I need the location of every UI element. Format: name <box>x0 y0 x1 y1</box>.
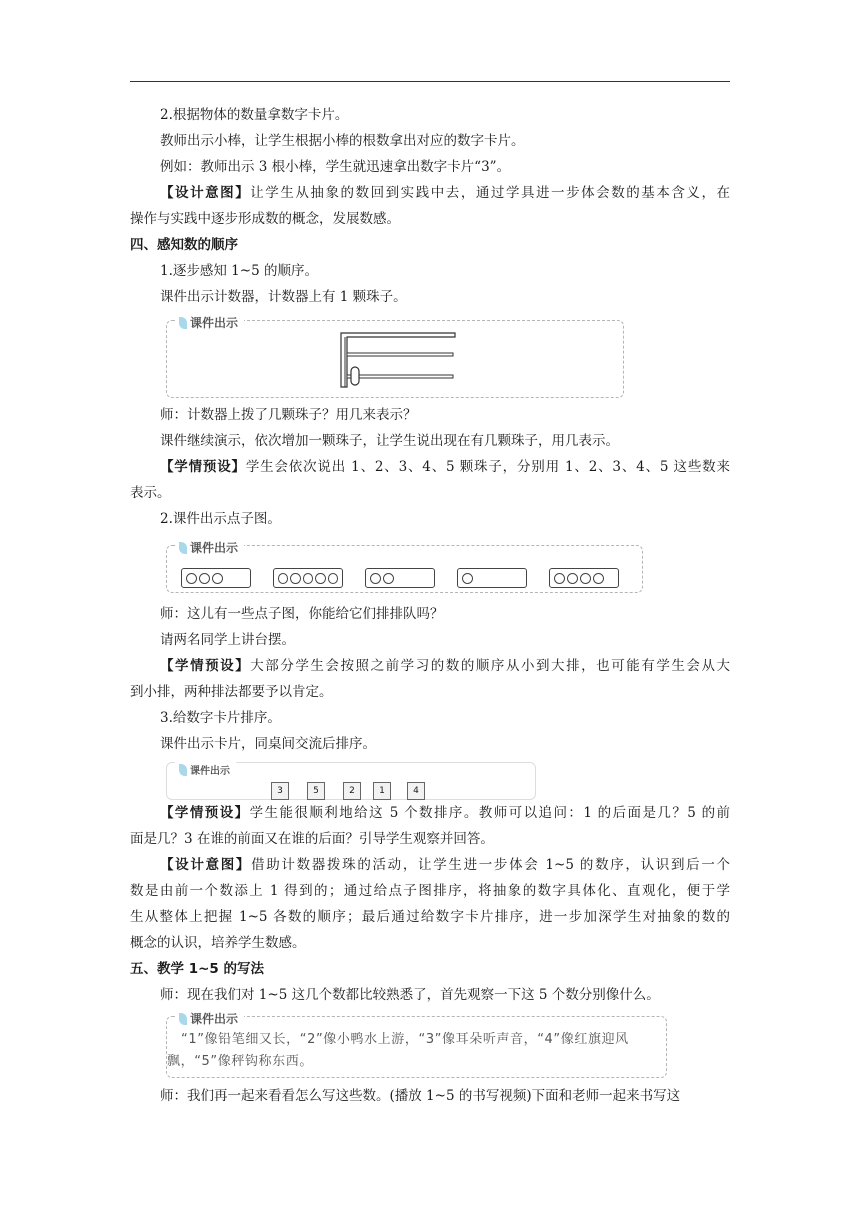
dot <box>370 573 381 584</box>
text-line: 数是由前一个数添上 1 得到的；通过给点子图排序，将抽象的数字具体化、直观化，便于学 <box>130 883 730 899</box>
abacus-figure <box>337 331 457 391</box>
text-line: 2.课件出示点子图。 <box>160 511 281 527</box>
dot <box>186 573 197 584</box>
text-line: 师：现在我们对 1~5 这几个数都比较熟悉了，首先观察一下这 5 个数分别像什么。 <box>160 987 660 1003</box>
text-line: 3.给数字卡片排序。 <box>160 710 281 726</box>
design-intent-tag: 【设计意图】 <box>160 857 252 873</box>
dot <box>315 573 325 584</box>
dot <box>554 573 565 584</box>
dot <box>593 573 604 584</box>
courseware-box-abacus <box>166 316 624 398</box>
text-line: 课件继续演示，依次增加一颗珠子，让学生说出现在有几颗珠子，用几表示。 <box>160 433 619 449</box>
poem-line: 飘，“5”像秤钩称东西。 <box>167 1054 313 1069</box>
section-heading-5: 五、教学 1~5 的写法 <box>130 961 264 977</box>
learning-preset-paragraph <box>160 804 730 822</box>
header-rule <box>130 81 730 82</box>
dot <box>199 573 210 584</box>
courseware-label: 课件出示 <box>175 761 236 778</box>
text-line: 2.根据物体的数量拿数字卡片。 <box>160 107 349 123</box>
dot-group <box>457 568 527 588</box>
text-line: 例如：教师出示 3 根小棒，学生就迅速拿出数字卡片“3”。 <box>160 159 511 175</box>
dot <box>567 573 578 584</box>
design-intent-tag: 【设计意图】 <box>160 185 251 201</box>
text-line: 到小排，两种排法都要予以肯定。 <box>130 684 333 700</box>
text-line: 操作与实践中逐步形成数的概念，发展数感。 <box>130 211 400 227</box>
poem-line: “1”像铅笔细又长，“2”像小鸭水上游，“3”像耳朵听声音，“4”像红旗迎风 <box>181 1032 629 1047</box>
text-line: 师：计数器上拨了几颗珠子？用几来表示？ <box>160 407 417 423</box>
learning-preset-paragraph <box>160 458 730 476</box>
dot-group <box>181 568 251 588</box>
text-line: 课件出示计数器，计数器上有 1 颗珠子。 <box>160 289 407 305</box>
text-span: 学生能很顺利地给这 5 个数排序。教师可以追问：1 的后面是几？5 的前 <box>249 805 731 821</box>
text-span: 学生会依次说出 1、2、3、4、5 颗珠子，分别用 1、2、3、4、5 这些数来 <box>245 459 730 475</box>
courseware-label: 课件出示 <box>175 1009 244 1028</box>
text-span: 大部分学生会按照之前学习的数的顺序从小到大排，也可能有学生会从大 <box>250 658 731 674</box>
text-line: 面是几？3 在谁的前面又在谁的后面？引导学生观察并回答。 <box>130 831 494 847</box>
abacus-bead <box>351 367 359 385</box>
courseware-box-poem <box>166 1012 667 1078</box>
text-line: 表示。 <box>130 485 171 501</box>
section-heading-4: 四、感知数的顺序 <box>130 237 238 253</box>
courseware-label: 课件出示 <box>175 313 244 332</box>
dot <box>212 573 223 584</box>
text-line: 概念的认识，培养学生数感。 <box>130 935 306 951</box>
dot <box>383 573 394 584</box>
number-card: 3 <box>271 782 289 800</box>
courseware-box-dot-groups <box>166 541 643 593</box>
courseware-box-number-cards <box>166 762 536 800</box>
dot <box>290 573 300 584</box>
text-line: 请两名同学上讲台摆。 <box>160 632 295 648</box>
learning-preset-tag: 【学情预设】 <box>160 805 250 821</box>
learning-preset-tag: 【学情预设】 <box>160 459 246 475</box>
dot <box>303 573 313 584</box>
number-card: 1 <box>373 782 391 800</box>
dot-group <box>549 568 619 588</box>
courseware-label: 课件出示 <box>175 538 244 557</box>
text-line: 师：我们再一起来看看怎么写这些数。(播放 1~5 的书写视频)下面和老师一起来书写这 <box>160 1088 681 1104</box>
text-span: 借助计数器拨珠的活动，让学生进一步体会 1~5 的数序，认识到后一个 <box>251 857 731 873</box>
learning-preset-paragraph <box>160 657 730 675</box>
text-line: 生从整体上把握 1~5 各数的顺序；最后通过给数字卡片排序，进一步加深学生对抽象的数的 <box>130 909 730 925</box>
text-line: 师：这儿有一些点子图，你能给它们排排队吗？ <box>160 606 444 622</box>
dot-group <box>273 568 343 588</box>
text-span: 让学生从抽象的数回到实践中去，通过学具进一步体会数的基本含义，在 <box>250 185 731 201</box>
dot <box>580 573 591 584</box>
text-line: 1.逐步感知 1~5 的顺序。 <box>160 263 318 279</box>
dot <box>462 573 473 584</box>
dot <box>328 573 338 584</box>
design-intent-paragraph <box>160 856 730 874</box>
learning-preset-tag: 【学情预设】 <box>160 658 251 674</box>
dot <box>278 573 288 584</box>
text-line: 教师出示小棒，让学生根据小棒的根数拿出对应的数字卡片。 <box>160 133 525 149</box>
dot-group <box>365 568 435 588</box>
number-card: 2 <box>343 782 361 800</box>
text-line: 课件出示卡片，同桌间交流后排序。 <box>160 736 376 752</box>
design-intent-paragraph <box>160 184 730 202</box>
number-card: 4 <box>407 782 425 800</box>
number-card: 5 <box>307 782 325 800</box>
